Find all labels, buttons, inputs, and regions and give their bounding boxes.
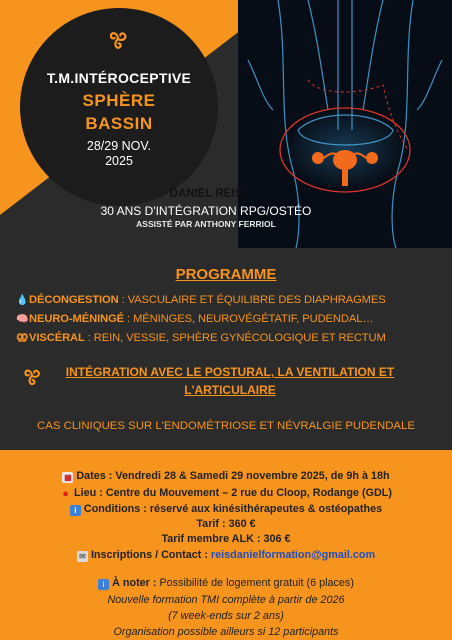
weekends-line: (7 week-ends sur 2 ans) [168,610,284,622]
member-price-line: Tarif membre ALK : 306 € [161,533,291,545]
brain-icon: 🧠 [16,314,29,325]
new-training-line: Nouvelle formation TMI complète à partir de 2026 [107,594,345,606]
author-subtitle: 30 ANS D'INTÉGRATION RPG/OSTÉO [100,204,312,218]
programme-item [16,313,436,325]
organisation-line: Organisation possible ailleurs si 12 participants [113,626,339,638]
triskel-icon [18,362,46,390]
programme-title: PROGRAMME [175,266,277,283]
programme-item-text: : MÉNINGES, NEUROVÉGÉTATIF, PUDENDAL… [124,313,374,325]
droplet-icon: 💧 [16,295,29,306]
title-line-3: BASSIN [85,114,153,133]
author-assistant: ASSISTÉ PAR ANTHONY FERRIOL [136,219,276,229]
dates-line [0,470,452,483]
info-icon: i [98,579,109,590]
date-line-2: 2025 [105,154,133,168]
programme-item [16,294,436,306]
note-label: À noter : [112,577,157,589]
clinical-cases-line: CAS CLINIQUES SUR L'ENDOMÉTRIOSE ET NÉVRALGIE PUDENDALE [37,420,415,432]
programme-item-label: DÉCONGESTION [29,294,119,306]
note-line [0,577,452,590]
intestine-icon: 🥨 [16,333,29,344]
contact-line [0,549,452,562]
note-text: Possibilité de logement gratuit (6 places) [156,577,354,589]
programme-item-text: : VASCULAIRE ET ÉQUILIBRE DES DIAPHRAGMES [118,294,386,306]
location-line [0,487,452,500]
calendar-icon: ▦ [64,473,72,482]
location-text: Lieu : Centre du Mouvement – 2 rue du Cloop, Rodange (GDL) [74,487,392,499]
pin-icon: ● [62,488,69,500]
date-line-1: 28/29 NOV. [86,139,152,153]
programme-item-text: : REIN, VESSIE, SPHÈRE GYNÉCOLOGIQUE ET RECTUM [84,332,386,344]
author-name: DANIEL REIS [169,188,243,200]
contact-label: Inscriptions / Contact : [90,549,211,561]
info-icon: i [70,505,81,516]
title-line-1: T.M.INTÉROCEPTIVE [46,70,192,86]
programme-item-label: NEURO-MÉNINGÉ [29,313,125,325]
integration-heading: INTÉGRATION AVEC LE POSTURAL, LA VENTILATION ET L'ARTICULAIRE [65,365,395,397]
dates-text: Dates : Vendredi 28 & Samedi 29 novembre 2025, de 9h à 18h [76,470,390,482]
conditions-line [0,503,452,516]
triskel-icon [103,24,133,54]
title-line-2: SPHÈRE [82,91,156,110]
email-link[interactable]: reisdanielformation@gmail.com [210,549,376,561]
conditions-text: Conditions : réservé aux kinésithérapeutes & ostéopathes [83,503,383,515]
programme-item [16,332,436,344]
mail-icon: ✉ [77,551,88,562]
price-line: Tarif : 360 € [196,518,256,530]
programme-item-label: VISCÉRAL [29,332,85,344]
